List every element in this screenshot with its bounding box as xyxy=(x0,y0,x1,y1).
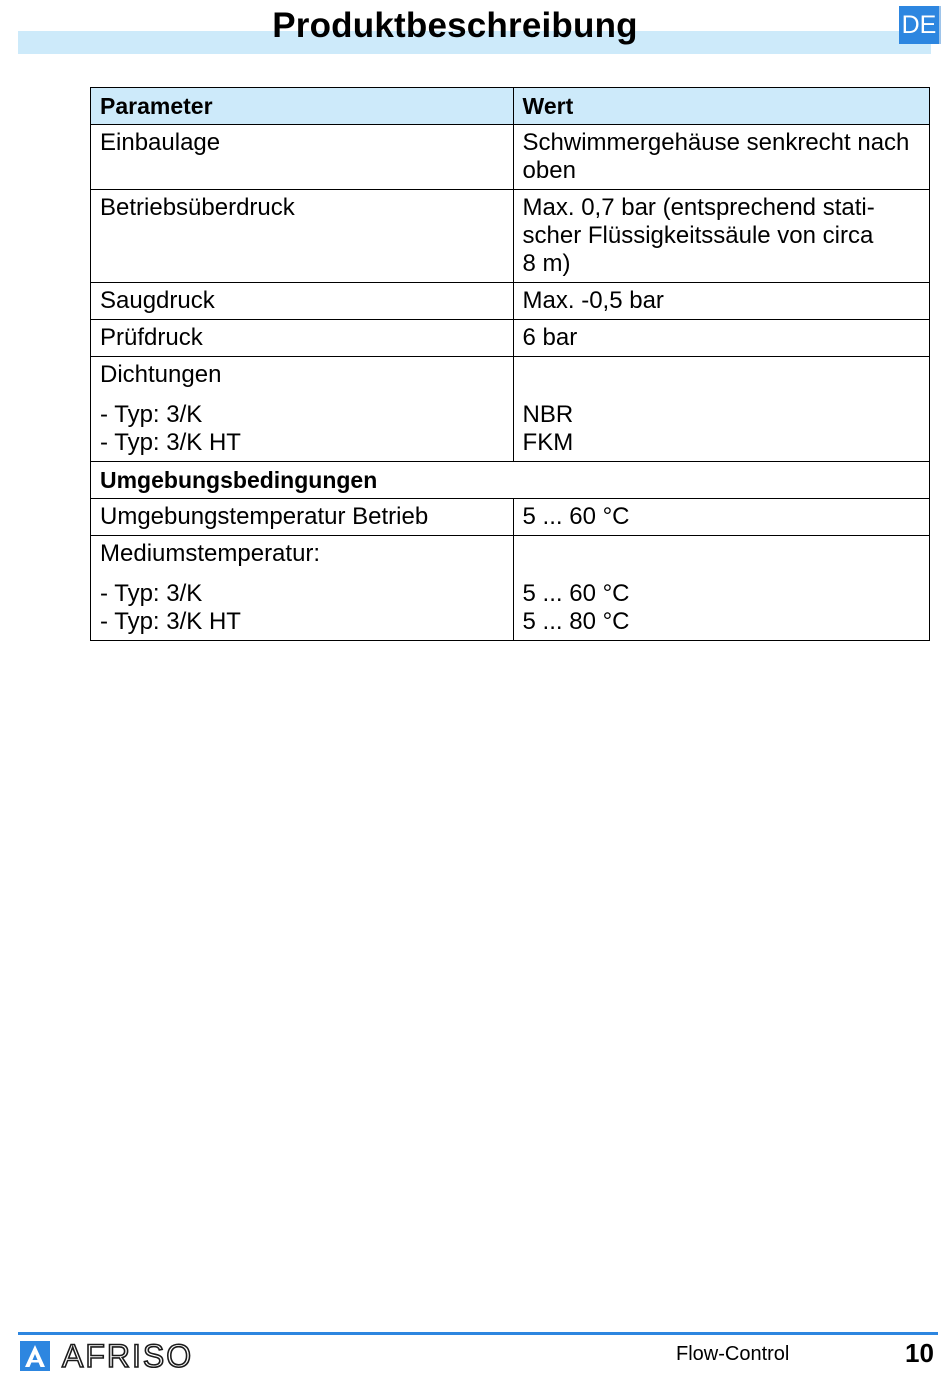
section-row xyxy=(91,462,930,499)
table-row xyxy=(91,357,930,462)
param-cell xyxy=(91,357,514,462)
brand-logo-text: AFRISO xyxy=(62,1338,194,1374)
afriso-logo-icon xyxy=(20,1341,50,1371)
value-cell xyxy=(513,357,929,462)
parameter-table xyxy=(90,87,930,641)
page-title: Produktbeschreibung xyxy=(272,6,638,45)
table-row xyxy=(91,499,930,536)
param-sub: - Typ: 3/K xyxy=(100,401,203,428)
section-heading: Umgebungsbedingungen xyxy=(91,462,930,499)
value-line: scher Flüssigkeitssäule von circa xyxy=(522,222,874,249)
table-row xyxy=(91,283,930,320)
param-cell: Umgebungstemperatur Betrieb xyxy=(91,499,514,536)
value-line: oben xyxy=(522,157,576,184)
param-cell xyxy=(91,536,514,641)
table-row xyxy=(91,536,930,641)
value-line: Max. 0,7 bar (entsprechend stati- xyxy=(522,194,875,221)
value-line: 5 ... 80 °C xyxy=(522,608,630,635)
value-cell xyxy=(513,536,929,641)
value-cell: 6 bar xyxy=(513,320,929,357)
table-row xyxy=(91,125,930,190)
param-sub: - Typ: 3/K xyxy=(100,580,203,607)
param-cell: Einbaulage xyxy=(91,125,514,190)
value-line: Schwimmergehäuse senkrecht nach xyxy=(522,129,910,156)
value-line: 8 m) xyxy=(522,250,571,277)
value-cell xyxy=(513,125,929,190)
value-cell xyxy=(513,190,929,283)
footer-divider xyxy=(18,1332,938,1335)
param-label: Mediumstemperatur: xyxy=(100,540,321,567)
param-cell: Betriebsüberdruck xyxy=(91,190,514,283)
table-header-row xyxy=(91,88,930,125)
value-cell: 5 ... 60 °C xyxy=(513,499,929,536)
column-header-value: Wert xyxy=(513,88,929,125)
value-line: NBR xyxy=(522,401,574,428)
column-header-parameter: Parameter xyxy=(91,88,514,125)
table-row xyxy=(91,320,930,357)
param-sub: - Typ: 3/K HT xyxy=(100,429,241,456)
value-line: FKM xyxy=(522,429,574,456)
value-line: 5 ... 60 °C xyxy=(522,580,630,607)
value-cell: Max. -0,5 bar xyxy=(513,283,929,320)
param-label: Dichtungen xyxy=(100,361,222,388)
param-cell: Prüfdruck xyxy=(91,320,514,357)
language-badge[interactable]: DE xyxy=(899,6,941,44)
footer-product-name: Flow-Control xyxy=(676,1343,790,1365)
param-sub: - Typ: 3/K HT xyxy=(100,608,241,635)
table-row xyxy=(91,190,930,283)
param-cell: Saugdruck xyxy=(91,283,514,320)
page-number: 10 xyxy=(905,1338,934,1368)
